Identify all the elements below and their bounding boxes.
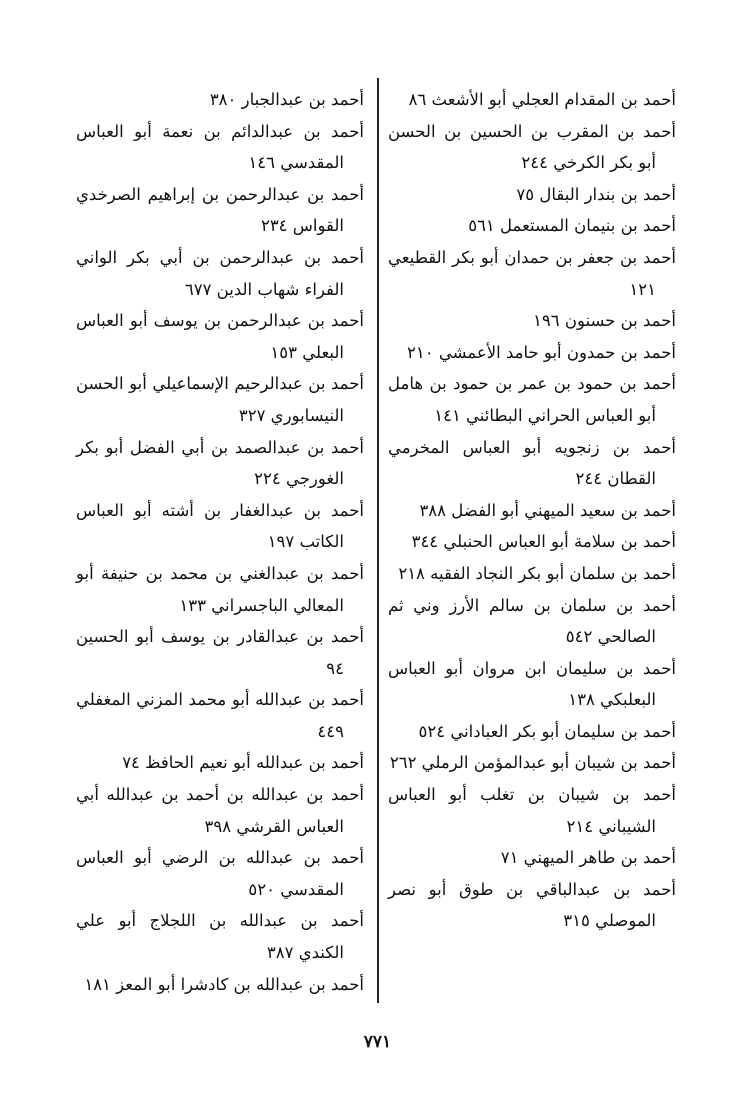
index-entry: أحمد بن بنيمان المستعمل ٥٦١ (468, 216, 676, 236)
index-entry: أحمد بن عبدالغني بن محمد بن حنيفة أبو المعالي الباجسراني ١٣٣ (76, 563, 364, 615)
index-entry: أحمد بن جعفر بن حمدان أبو بكر القطيعي ١٢١ (388, 247, 676, 299)
index-entry: أحمد بن عبدالغفار بن أشته أبو العباس الكاتب ١٩٧ (76, 500, 364, 552)
index-entry: أحمد بن سلمان بن سالم الأرز وني ثم الصالحي ٥٤٢ (388, 595, 676, 647)
index-entry: أحمد بن شيبان بن تغلب أبو العباس الشيباني ٢١٤ (388, 785, 676, 836)
index-entry: أحمد بن سليمان ابن مروان أبو العباس البعلبكي ١٣٨ (388, 658, 676, 710)
index-entry: أحمد بن سلامة أبو العباس الحنبلي ٣٤٤ (411, 532, 676, 552)
index-entry: أحمد بن عبدالرحمن بن يوسف أبو العباس البعلي ١٥٣ (76, 311, 364, 362)
index-entry: أحمد بن عبدالدائم بن نعمة أبو العباس المقدسي ١٤٦ (76, 121, 364, 173)
column-divider (377, 78, 379, 1003)
index-entry: أحمد بن سعيد الميهني أبو الفضل ٣٨٨ (419, 500, 676, 520)
index-entry: أحمد بن عبدالله بن اللجلاج أبو علي الكندي ٣٨٧ (76, 911, 364, 963)
index-entry: أحمد بن زنجويه أبو العباس المخرمي القطان ٢٤٤ (388, 437, 676, 489)
index-column-left (76, 84, 364, 1000)
index-entry: أحمد بن المقدام العجلي أبو الأشعث ٨٦ (408, 90, 676, 109)
index-entry: أحمد بن شيبان أبو عبدالمؤمن الرملي ٢٦٢ (389, 753, 676, 773)
index-entry: أحمد بن حسنون ١٩٦ (532, 311, 676, 331)
index-entry: أحمد بن عبدالرحيم الإسماعيلي أبو الحسن النيسابوري ٣٢٧ (76, 374, 364, 425)
index-entry: أحمد بن بندار البقال ٧٥ (516, 184, 676, 204)
index-entry: أحمد بن عبدالرحمن بن إبراهيم الصرخدي القواس ٢٣٤ (76, 184, 364, 236)
index-entry: أحمد بن حمود بن عمر بن حمود بن هامل أبو العباس الحراني البطائني ١٤١ (388, 374, 676, 425)
index-entry: أحمد بن المقرب بن الحسين بن الحسن أبو بكر الكرخي ٢٤٤ (388, 121, 676, 173)
index-entry: أحمد بن عبدالله بن أحمد بن عبدالله أبي العباس القرشي ٣٩٨ (76, 785, 364, 836)
index-entry: أحمد بن عبدالله بن الرضي أبو العباس المقدسي ٥٢٠ (76, 848, 364, 899)
index-entry: أحمد بن حمدون أبو حامد الأعمشي ٢١٠ (407, 342, 676, 362)
index-entry: أحمد بن عبدالصمد بن أبي الفضل أبو بكر الغورجي ٢٢٤ (76, 437, 364, 489)
index-entry: أحمد بن سليمان أبو بكر العباداني ٥٢٤ (418, 721, 676, 741)
index-entry: أحمد بن عبدالباقي بن طوق أبو نصر الموصلي ٣١٥ (388, 879, 676, 931)
index-entry: أحمد بن عبدالجبار ٣٨٠ (209, 90, 364, 109)
index-entry: أحمد بن عبدالله بن كادشرا أبو المعز ١٨١ (84, 974, 364, 994)
index-entry: أحمد بن عبدالقادر بن يوسف أبو الحسين ٩٤ (76, 627, 364, 678)
page-number: ٧٧١ (363, 1032, 392, 1052)
index-entry: أحمد بن عبدالله أبو محمد المزني المغفلي ٤٤٩ (76, 690, 364, 741)
index-entry: أحمد بن عبدالرحمن بن أبي بكر الواني الفراء شهاب الدين ٦٧٧ (76, 247, 364, 299)
index-entry: أحمد بن سلمان أبو بكر النجاد الفقيه ٢١٨ (398, 563, 676, 583)
index-entry: أحمد بن طاهر الميهني ٧١ (500, 848, 676, 868)
index-entry: أحمد بن عبدالله أبو نعيم الحافظ ٧٤ (122, 753, 364, 773)
index-column-right (388, 84, 676, 937)
